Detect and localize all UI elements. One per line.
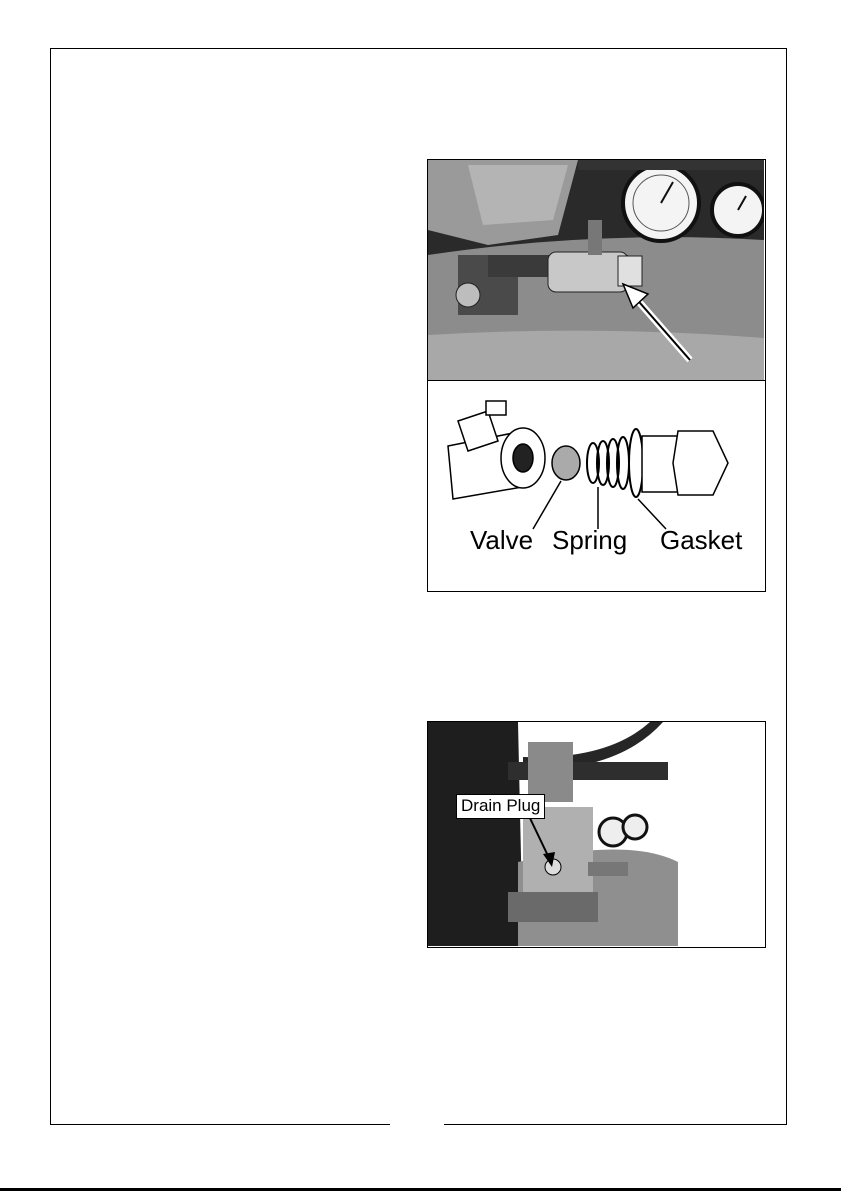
gasket-label: Gasket [660,525,743,555]
non-return-valve-photo [427,159,766,381]
drain-plug-callout: Drain Plug [456,794,545,819]
valve-label: Valve [470,525,534,555]
spring-label: Spring [552,525,628,555]
valve-exploded-diagram [427,381,766,592]
drain-plug-photo [427,721,766,948]
page-number-gap [390,1118,444,1132]
